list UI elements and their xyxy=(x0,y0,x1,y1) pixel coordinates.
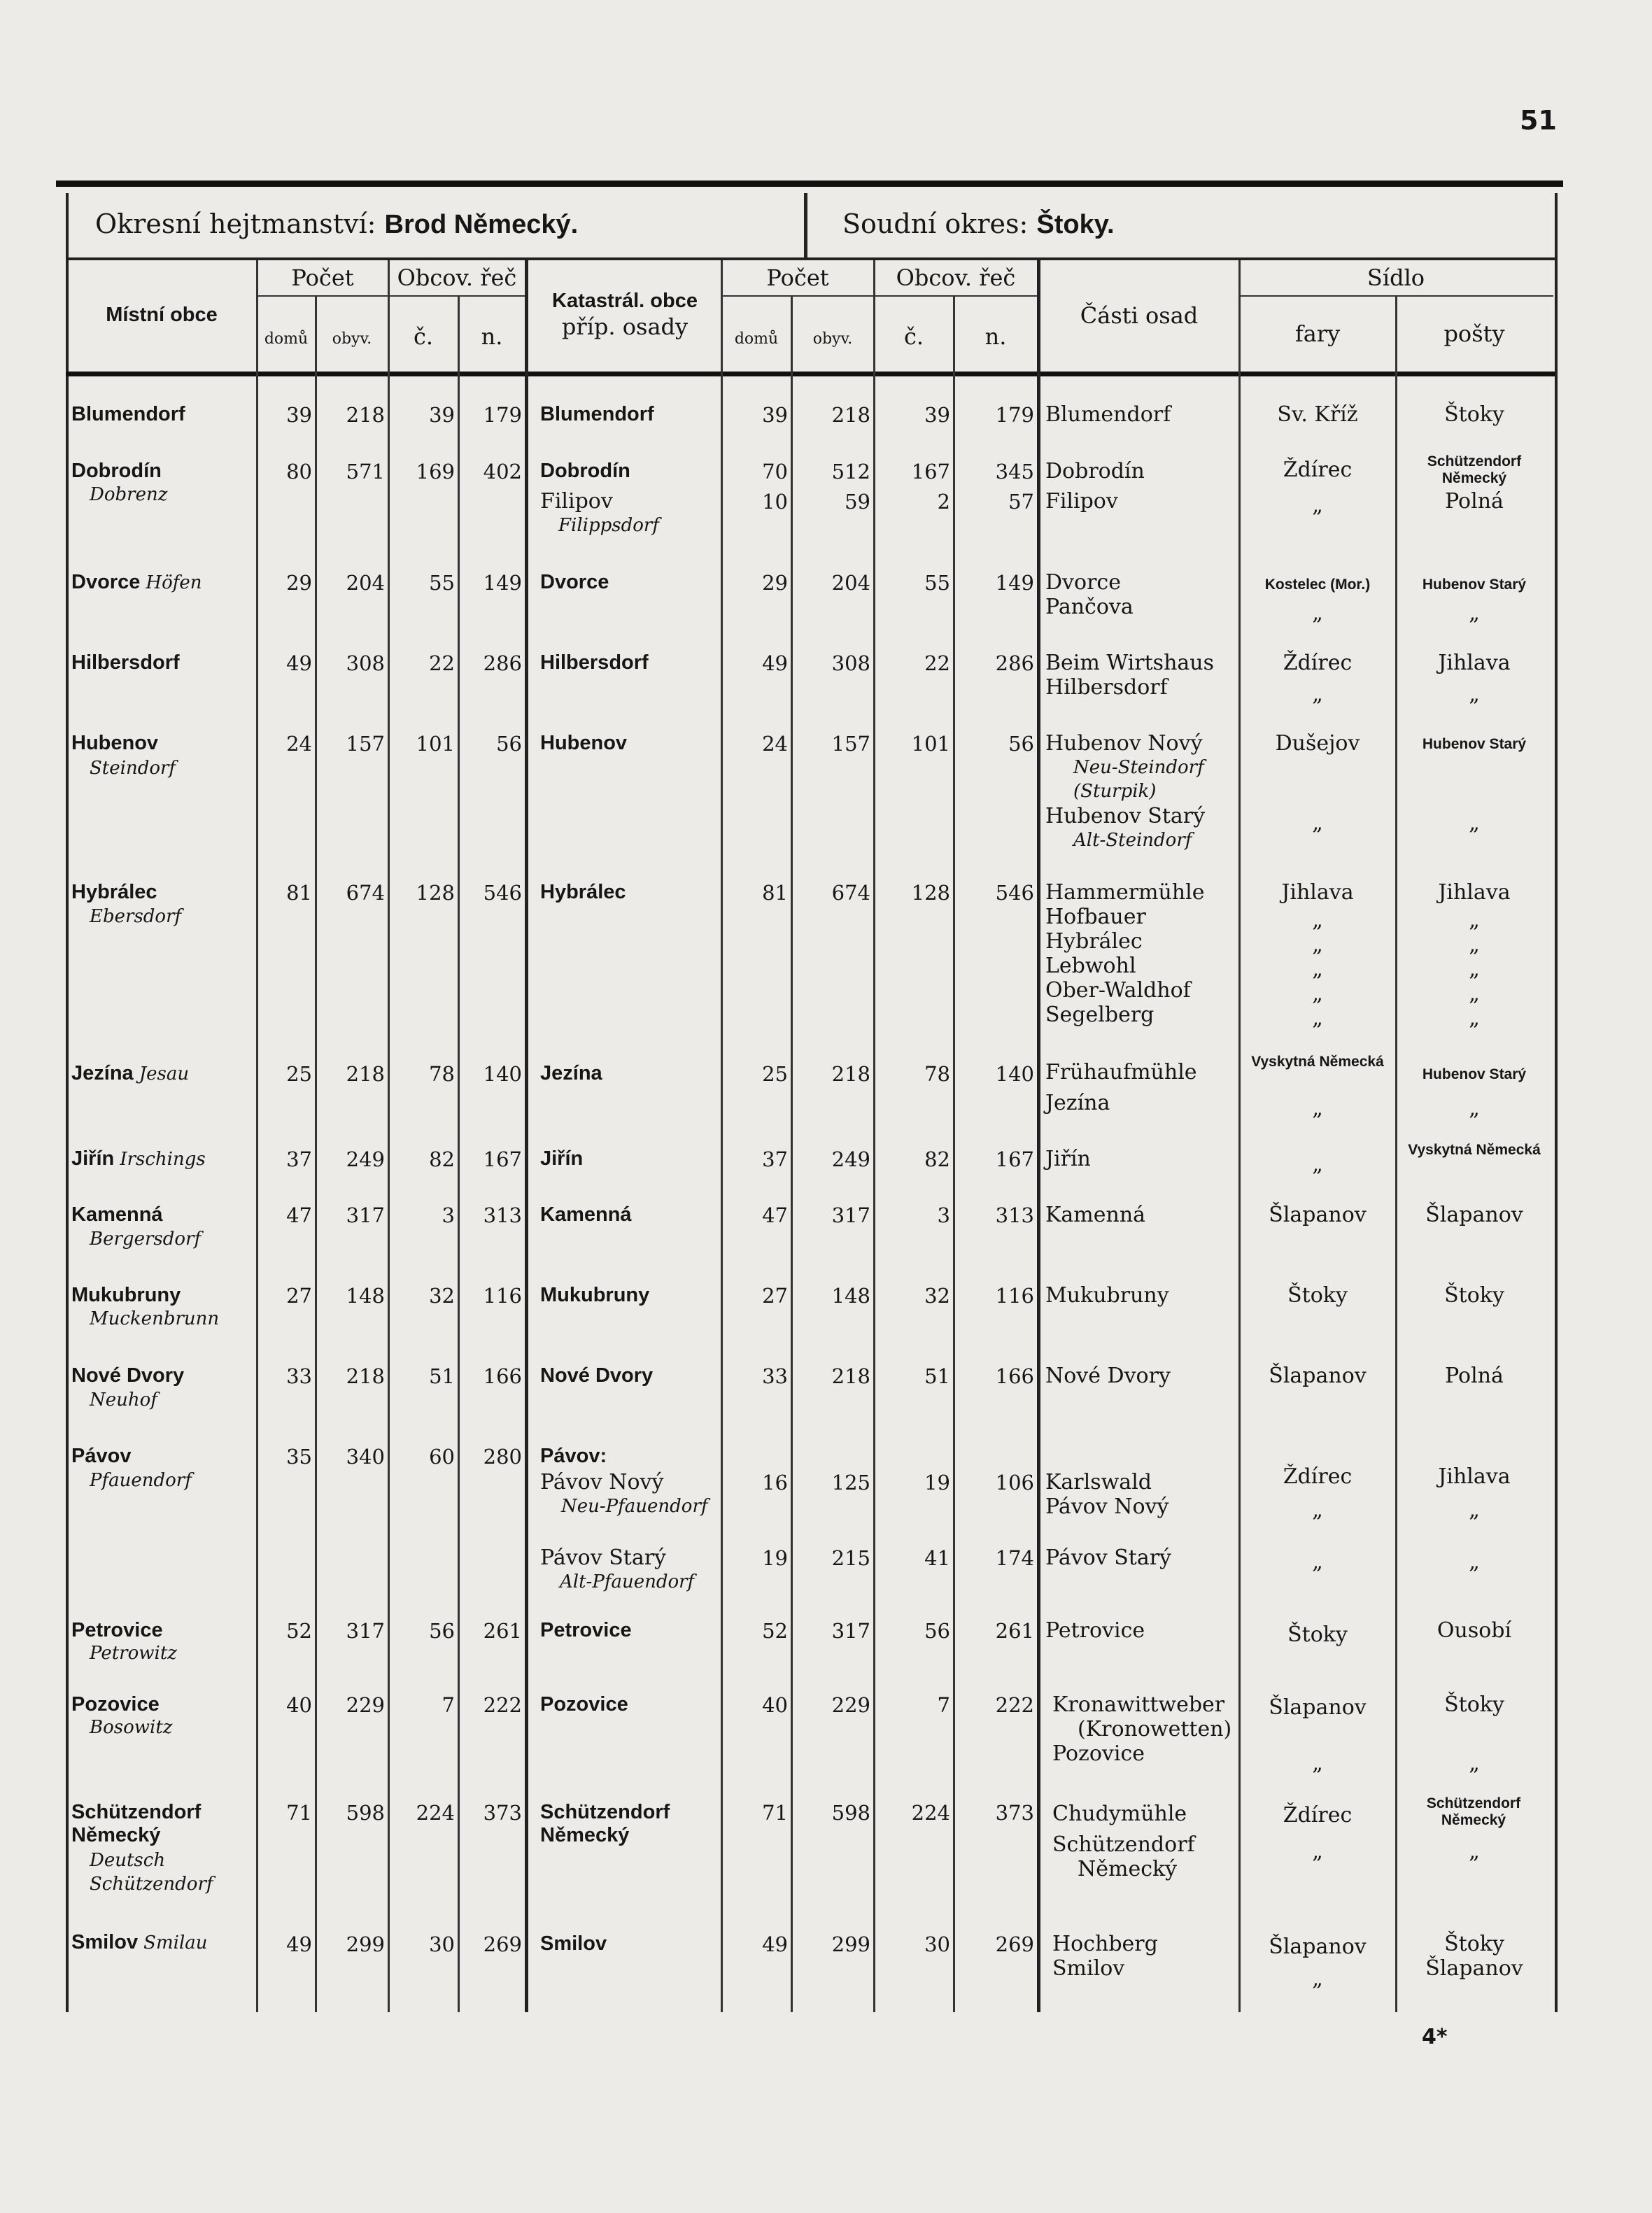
header-obcov-1: Obcov. řeč xyxy=(397,264,517,291)
header-obyv-2: obyv. xyxy=(812,330,853,348)
header-prip-osady: příp. osady xyxy=(561,313,689,340)
obec-name: Blumendorf xyxy=(71,403,185,425)
district-label: Okresní hejtmanství: Brod Německý. xyxy=(95,208,579,239)
footer-signature-mark: 4* xyxy=(1422,2025,1448,2049)
header-obyv-1: obyv. xyxy=(332,330,372,348)
page-number: 51 xyxy=(1520,105,1557,136)
header-c-1: č. xyxy=(413,323,434,350)
header-pocet-2: Počet xyxy=(766,264,829,291)
district-name: Brod Německý. xyxy=(384,210,579,239)
header-n-2: n. xyxy=(984,323,1007,350)
header-fary: fary xyxy=(1294,320,1341,347)
header-mistni-obce: Místní obce xyxy=(106,304,218,326)
top-rule xyxy=(56,181,1563,187)
page: 51 Okresní hejtmanství: Brod Německý. Soudní okres: Štoky. Místní obce Počet domů obyv. Obcov. řeč č. n. Katastrál. obce příp. osady Počet domů obyv. Obcov. řeč č. n. Části osad Sídlo fary pošty Blumendorf 39 218 39 179 Blumendorf 39 218 39 179 Blumendorf Sv. Kříž Štoky Dobrodín Dobrenz 80 571 169 402 Dobrodín 70 512 167 345 Filipov Filippsdorf 10 59 2 57 Dobrodín Filipov Ždírec „ Schützendorf Německý Polná Dvorce Höfen 29 204 55 149 Dvorce 29 204 55 149 Dvorce Pančova Kostelec (Mor.) „ Hubenov Starý „ Hilbersdorf 49 308 22 286 Hilbersdorf 49 308 22 286 Beim Wirtshaus Hilbersdorf Ždírec „ Jihlava „ Hubenov Steindorf 24 157 101 56 Hubenov 24 157 101 56 Hubenov Nový Neu-Steindorf (Sturpik) Hubenov Starý Alt-Steindorf Dušejov „ Hubenov Starý „ Hybrálec Ebersdorf 81 674 128 546 Hybrálec 81 674 128 546 Hammermühle Hofbauer Hybrálec Lebwohl Ober-Waldhof Segelberg Jihlava „ „ „ „ „ Jihlava „ „ „ „ „ Jezína Jesau 25 218 78 140 Jezína 25 218 78 140 Frühaufmühle Jezína Vyskytná Německá „ Hubenov Starý „ Jiřín Irschings 37 249 82 167 Jiřín 37 249 82 167 Jiřín „ Vyskytná Německá Kamenná Bergersdorf 47 317 3 313 Kamenná 47 317 3 313 Kamenná Šlapanov Šlapanov Mukubruny Muckenbrunn 27 148 32 116 Mukubruny 27 148 32 116 Mukubruny Štoky Štoky Nové Dvory Neuhof 33 218 51 166 Nové Dvory 33 218 51 166 Nové Dvory Šlapanov Polná Pávov Pfauendorf 35 340 60 280 Pávov: Pávov Nový Neu-Pfauendorf 16 125 19 106 Pávov Starý Alt-Pfauendorf 19 215 41 174 Karlswald Pávov Nový Pávov Starý Ždírec „ „ Jihlava „ „ Petrovice Petrowitz 52 317 56 261 Petrovice 52 317 56 261 Petrovice Štoky Ousobí Pozovice Bosowitz 40 229 7 222 Pozovice 40 229 7 222 Kronawittweber (Kronowetten) Pozovice Šlapanov „ Štoky „ Schützendorf Německý Deutsch Schützendorf 71 598 224 373 Schützendorf Německý 71 598 224 373 Chudymühle Schützendorf Německý Ždírec „ Schützendorf Německý „ Smilov Smilau 49 299 30 269 Smilov 49 299 30 269 Hochberg Smilov Šlapanov „ Štoky Šlapanov 4* xyxy=(0,0,1652,2213)
header-pocet-1: Počet xyxy=(291,264,354,291)
header-sidlo: Sídlo xyxy=(1367,264,1425,291)
header-obcov-2: Obcov. řeč xyxy=(896,264,1016,291)
court-district-label: Soudní okres: Štoky. xyxy=(842,208,1115,239)
header-rule xyxy=(66,372,1555,376)
header-domu-1: domů xyxy=(264,330,309,348)
header-domu-2: domů xyxy=(734,330,779,348)
banner xyxy=(66,193,1555,260)
header-n-1: n. xyxy=(481,323,503,350)
header-katastral: Katastrál. obce xyxy=(552,290,698,312)
header-posty: pošty xyxy=(1443,320,1505,347)
header-c-2: č. xyxy=(903,323,924,350)
header-casti-osad: Části osad xyxy=(1080,302,1199,329)
court-district-name: Štoky. xyxy=(1036,210,1115,239)
